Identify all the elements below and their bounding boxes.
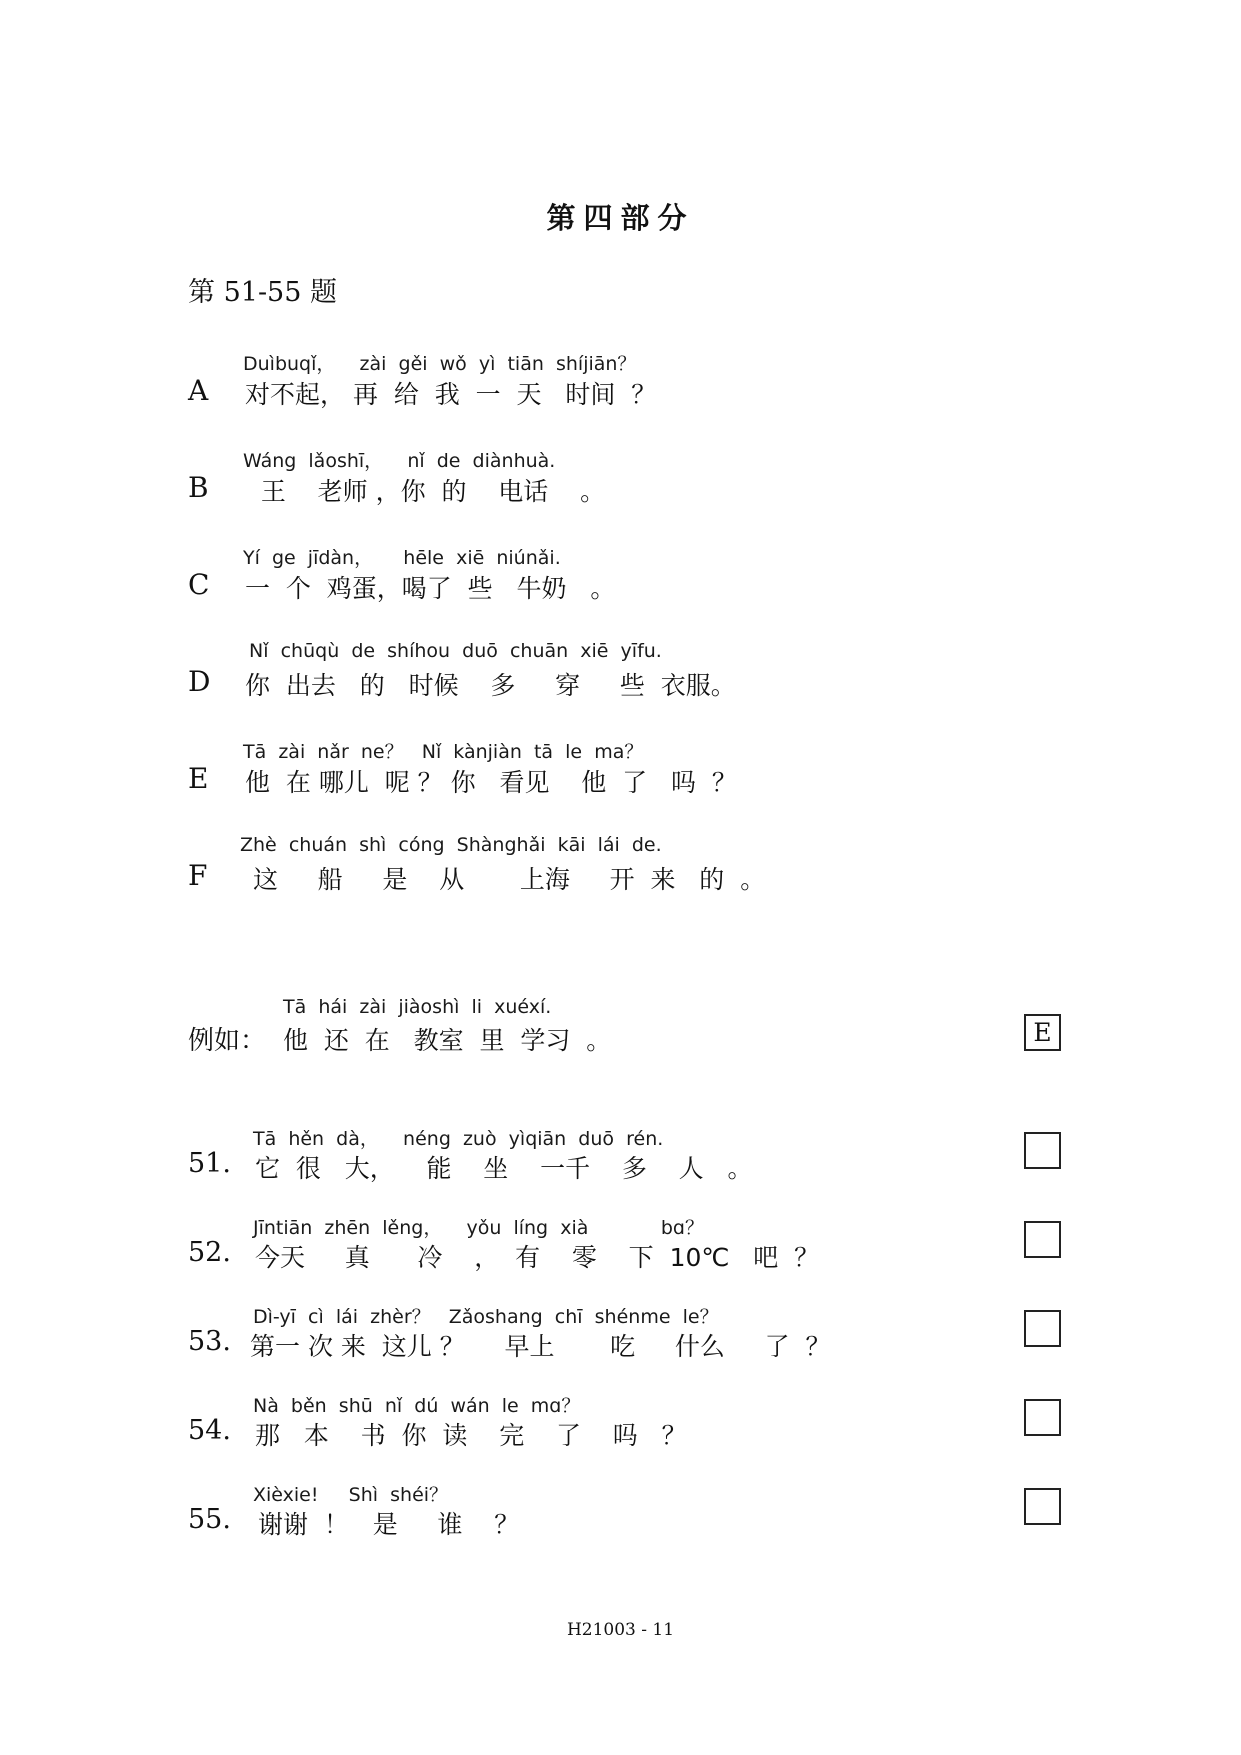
- question-number: 55.: [188, 1504, 231, 1535]
- question-number: 54.: [188, 1415, 231, 1446]
- option-hanzi: 一 个 鸡蛋，喝了 些 牛奶 。: [245, 574, 616, 603]
- question-hanzi: 谢谢 ！ 是 谁 ？: [258, 1510, 520, 1539]
- question-hanzi: 它 很 大， 能 坐 一千 多 人 。: [255, 1154, 753, 1183]
- answer-box[interactable]: [1024, 1221, 1061, 1258]
- question-range: 第 51-55 题: [188, 277, 338, 308]
- option-letter: C: [188, 568, 210, 601]
- page-footer: H21003 - 11: [566, 1620, 675, 1640]
- question-pinyin: Tā hěn dà， néng zuò yìqiān duō rén.: [253, 1128, 664, 1150]
- option-pinyin: Nǐ chūqù de shíhou duō chuān xiē yīfu.: [243, 640, 662, 662]
- question-number: 52.: [188, 1237, 231, 1268]
- option-letter: D: [188, 665, 211, 698]
- option-hanzi: 王 老师 ，你 的 电话 。: [245, 477, 606, 506]
- option-pinyin: Yí ge jīdàn， hēle xiē niúnǎi.: [243, 547, 561, 569]
- question-number: 51.: [188, 1148, 231, 1179]
- example-hanzi: 他 还 在 教室 里 学习 。: [283, 1026, 612, 1055]
- answer-box[interactable]: [1024, 1310, 1061, 1347]
- question-pinyin: Nà běn shū nǐ dú wán le mɑ？: [253, 1395, 581, 1417]
- question-pinyin: Jīntiān zhēn lěng， yǒu líng xià bɑ？: [253, 1217, 704, 1239]
- option-hanzi: 你 出去 的 时候 多 穿 些 衣服。: [245, 671, 736, 700]
- option-letter: F: [188, 859, 208, 892]
- option-pinyin: Zhè chuán shì cóng Shànghǎi kāi lái de.: [240, 834, 662, 856]
- question-hanzi: 第一 次 来 这儿 ？ 早上 吃 什么 了 ？: [250, 1332, 831, 1361]
- answer-box[interactable]: [1024, 1132, 1061, 1169]
- option-letter: A: [188, 374, 209, 407]
- question-hanzi: 那 本 书 你 读 完 了 吗 ？: [255, 1421, 687, 1450]
- option-pinyin: Wáng lǎoshī， nǐ de diànhuà.: [243, 450, 556, 472]
- example-answer-box: E: [1024, 1014, 1061, 1051]
- option-pinyin: Tā zài nǎr ne？ Nǐ kànjiàn tā le ma？: [243, 741, 644, 763]
- option-letter: B: [188, 471, 209, 504]
- question-hanzi: 今天 真 冷 ， 有 零 下 10℃ 吧 ？: [255, 1243, 820, 1272]
- option-hanzi: 他 在 哪儿 呢 ？ 你 看见 他 了 吗 ？: [245, 768, 737, 797]
- option-pinyin: Duìbuqǐ， zài gěi wǒ yì tiān shíjiān？: [243, 353, 637, 375]
- question-number: 53.: [188, 1326, 231, 1357]
- example-pinyin: Tā hái zài jiàoshì li xuéxí.: [283, 996, 552, 1018]
- question-pinyin: Dì-yī cì lái zhèr？ Zǎoshang chī shénme le？: [253, 1306, 719, 1328]
- example-label: 例如：: [188, 1026, 267, 1056]
- option-letter: E: [188, 762, 209, 795]
- option-hanzi: 对不起， 再 给 我 一 天 时间 ？: [245, 380, 657, 409]
- answer-box[interactable]: [1024, 1399, 1061, 1436]
- question-pinyin: Xièxie! Shì shéi？: [253, 1484, 449, 1506]
- option-hanzi: 这 船 是 从 上海 开 来 的 。: [245, 865, 766, 894]
- section-title: 第四部分: [546, 201, 695, 235]
- answer-box[interactable]: [1024, 1488, 1061, 1525]
